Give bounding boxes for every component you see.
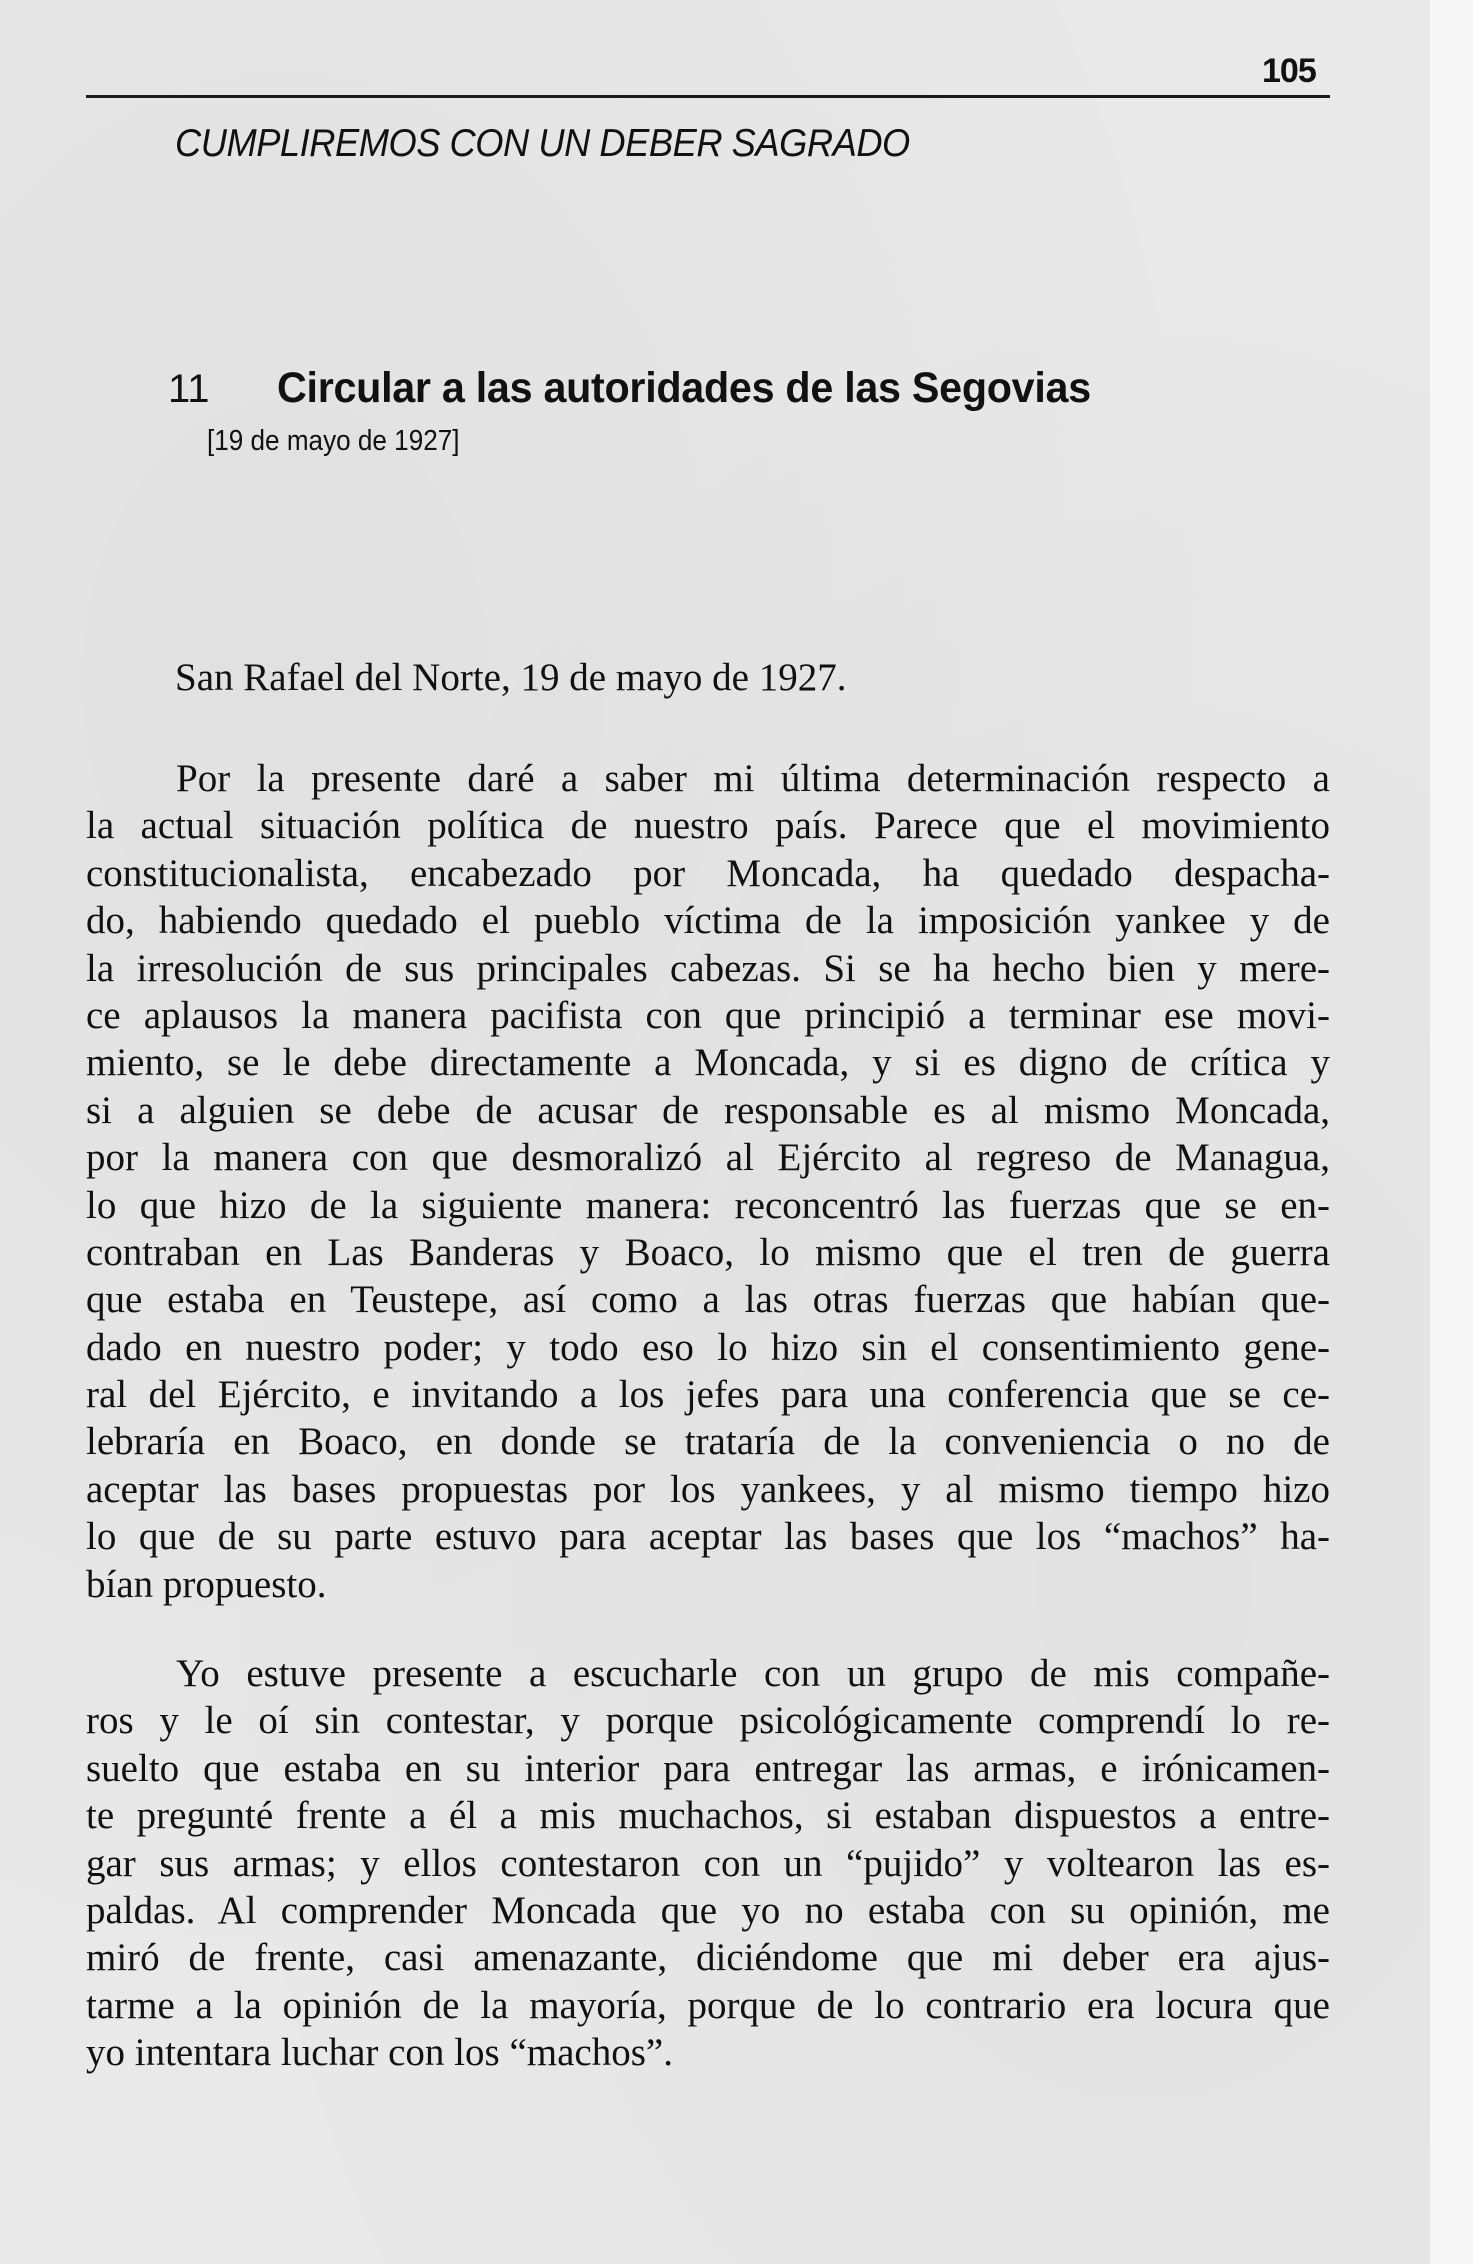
text-line: que estaba en Teustepe, así como a las otras fuerzas que habían que- — [86, 1278, 1330, 1322]
chapter-date: [19 de mayo de 1927] — [207, 425, 460, 457]
text-line: lo que hizo de la siguiente manera: reconcentró las fuerzas que se en- — [86, 1183, 1330, 1227]
text-line: dado en nuestro poder; y todo eso lo hizo sin el consentimiento gene- — [86, 1325, 1330, 1369]
text-line: suelto que estaba en su interior para entregar las armas, e irónicamen- — [86, 1746, 1330, 1790]
text-line: ral del Ejército, e invitando a los jefes para una conferencia que se ce- — [86, 1373, 1330, 1417]
text-line: yo intentara luchar con los “machos”. — [86, 2031, 673, 2075]
text-line: constitucionalista, encabezado por Moncada, ha quedado despacha- — [86, 851, 1330, 895]
text-line: Por la presente daré a saber mi última determinación respecto a — [176, 757, 1330, 800]
text-line: aceptar las bases propuestas por los yankees, y al mismo tiempo hizo — [86, 1467, 1330, 1511]
text-line: la irresolución de sus principales cabezas. Si se ha hecho bien y mere- — [86, 946, 1330, 990]
chapter-number: 11 — [168, 367, 210, 411]
text-line: si a alguien se debe de acusar de responsable es al mismo Moncada, — [86, 1088, 1330, 1132]
text-line: ros y le oí sin contestar, y porque psicológicamente comprendí lo re- — [86, 1699, 1330, 1743]
text-line: lo que de su parte estuvo para aceptar las bases que los “machos” ha- — [86, 1515, 1330, 1559]
header-rule — [86, 95, 1330, 98]
text-line: tarme a la opinión de la mayoría, porque de lo contrario era locura que — [86, 1983, 1330, 2027]
text-line: te pregunté frente a él a mis muchachos, si estaban dispuestos a entre- — [86, 1794, 1330, 1838]
text-line: contraban en Las Banderas y Boaco, lo mismo que el tren de guerra — [86, 1230, 1330, 1274]
text-line: paldas. Al comprender Moncada que yo no estaba con su opinión, me — [86, 1888, 1330, 1932]
letter-place-date: San Rafael del Norte, 19 de mayo de 1927. — [175, 656, 847, 699]
text-line: por la manera con que desmoralizó al Ejército al regreso de Managua, — [86, 1136, 1330, 1180]
page-edge — [1430, 0, 1473, 2264]
text-line: gar sus armas; y ellos contestaron con un “pujido” y voltearon las es- — [86, 1841, 1330, 1885]
text-line: Yo estuve presente a escucharle con un grupo de mis compañe- — [176, 1652, 1330, 1695]
text-line: miento, se le debe directamente a Moncada, y si es digno de crítica y — [86, 1041, 1330, 1085]
text-line: la actual situación política de nuestro país. Parece que el movimiento — [86, 804, 1330, 848]
text-line: miró de frente, casi amenazante, diciéndome que mi deber era ajus- — [86, 1936, 1330, 1980]
text-line: bían propuesto. — [86, 1562, 327, 1606]
paragraph-2 — [86, 1650, 1330, 2077]
chapter-title: Circular a las autoridades de las Segovias — [277, 364, 1091, 412]
page-number: 105 — [1262, 52, 1316, 90]
text-line: do, habiendo quedado el pueblo víctima de la imposición yankee y de — [86, 899, 1330, 943]
text-line: lebraría en Boaco, en donde se trataría de la conveniencia o no de — [86, 1420, 1330, 1464]
text-line: ce aplausos la manera pacifista con que principió a terminar ese movi- — [86, 993, 1330, 1037]
paragraph-1 — [86, 755, 1330, 1608]
running-head: CUMPLIREMOS CON UN DEBER SAGRADO — [175, 122, 910, 165]
